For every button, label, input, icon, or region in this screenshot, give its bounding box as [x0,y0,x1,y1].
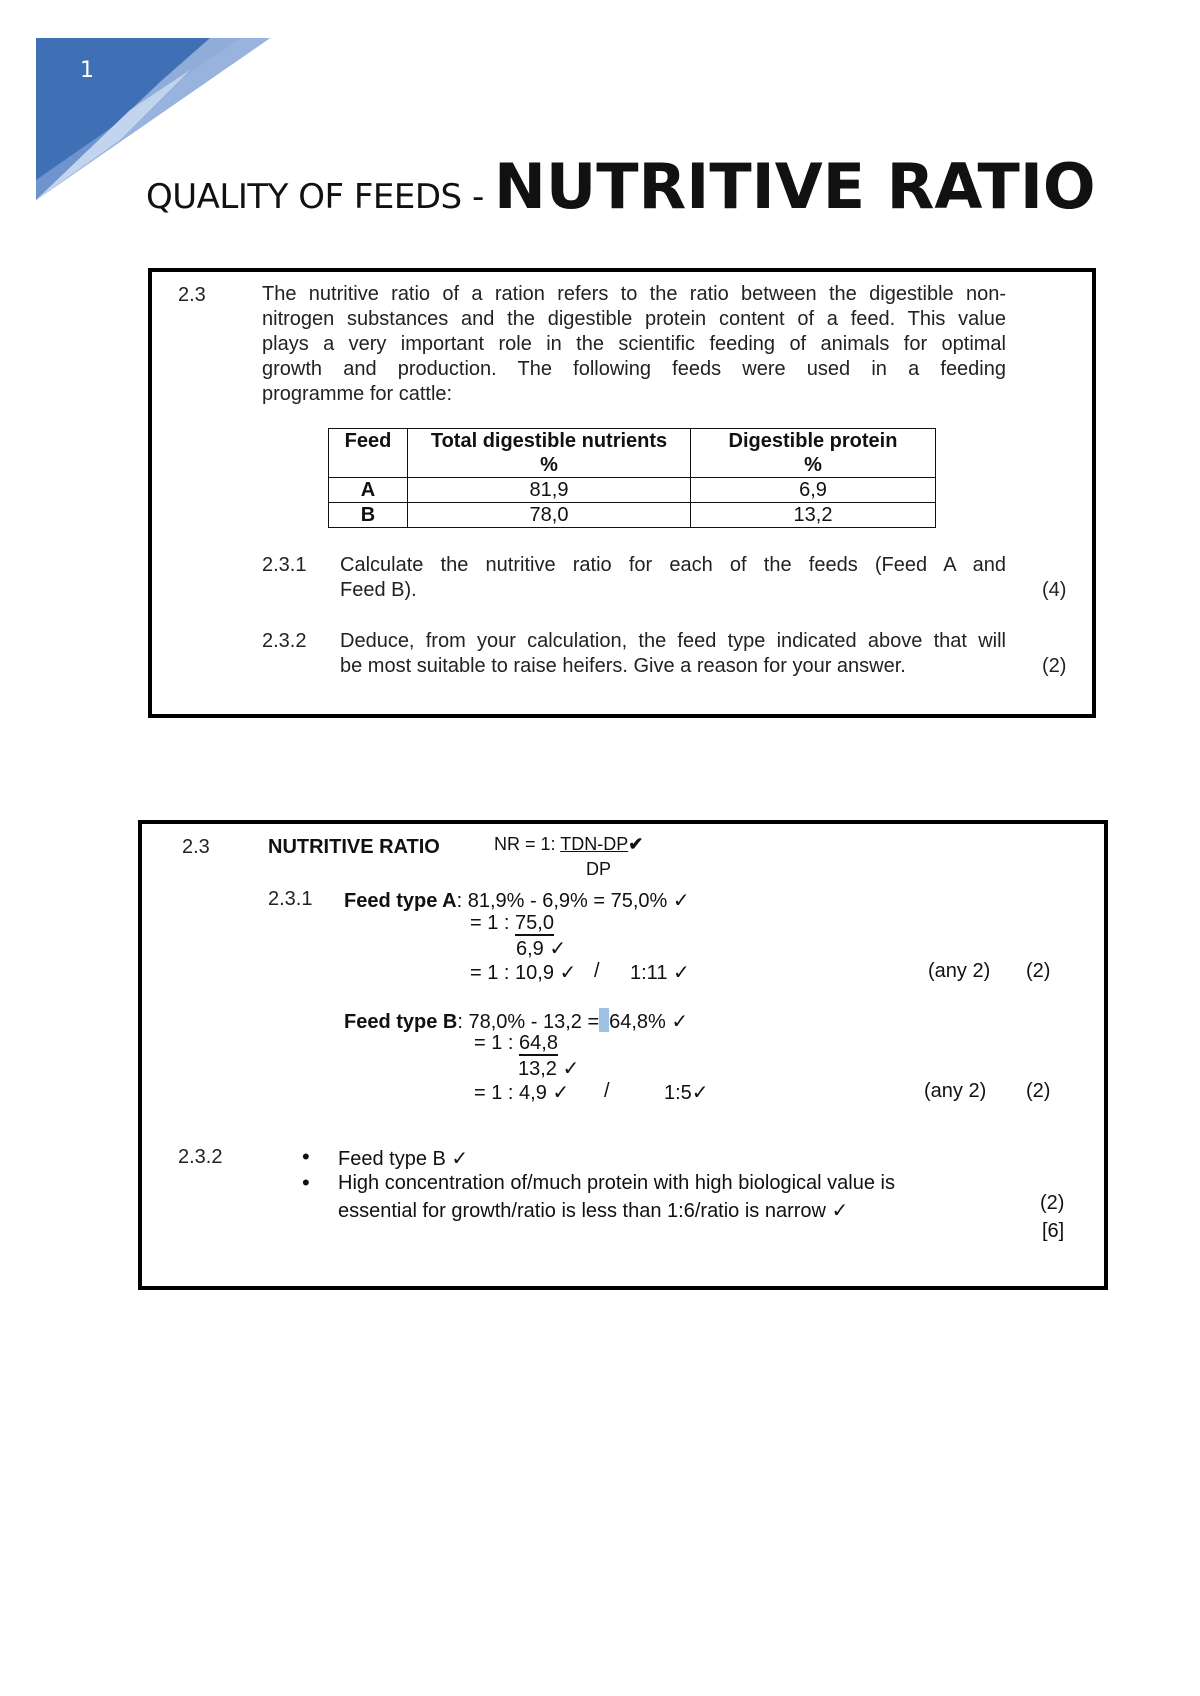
table-cell: 6,9 [691,478,936,503]
sub-question-text: Deduce, from your calculation, the feed type indicated above that will [340,630,1006,652]
table-row [329,478,936,503]
table-header: Digestible protein % [691,429,936,478]
paragraph-line: programme for cattle: [262,383,453,405]
table-cell: 13,2 [691,503,936,528]
bullet-icon: • [302,1170,310,1195]
feed-a-alt: 1:11 ✓ [630,962,690,984]
table-cell: 81,9 [408,478,691,503]
table-cell: B [329,503,408,528]
question-paragraph [262,282,1006,407]
answer-box [138,820,1108,1290]
paragraph-line: nitrogen substances and the digestible protein content of a feed. This value [262,308,1006,330]
table-header-row [329,429,936,478]
marks: (2) [1026,1080,1051,1102]
check-icon: ✔ [628,834,644,854]
paragraph-line: The nutritive ratio of a ration refers to the ratio between the digestible non- [262,283,1006,305]
feeds-table [328,428,936,528]
question-number: 2.3 [178,284,206,306]
marks: (4) [1042,579,1067,601]
separator: / [594,960,600,982]
formula-denominator: DP [586,859,612,879]
bullet-text: essential for growth/ratio is less than 1:6/ratio is narrow ✓ [338,1200,849,1222]
page-title [146,150,1096,223]
nr-formula: NR = 1: TDN-DP✔ [494,834,644,854]
marks: (2) [1040,1192,1065,1214]
formula-numerator: TDN-DP [560,834,629,854]
paragraph-line: growth and production. The following feeds were used in a feeding [262,358,1006,380]
table-header: Feed [329,429,408,478]
sub-question-text: Feed B). [340,579,417,601]
marks: (2) [1026,960,1051,982]
separator: / [604,1080,610,1102]
total-marks: [6] [1042,1220,1065,1242]
table-header: Total digestible nutrients % [408,429,691,478]
title-prefix: QUALITY OF FEEDS - [146,177,495,217]
answer-number: 2.3 [182,836,210,858]
sub-question-number: 2.3.1 [262,554,307,576]
question-box [148,268,1096,718]
table-cell: A [329,478,408,503]
table-cell: 78,0 [408,503,691,528]
bullet-text: High concentration of/much protein with high biological value is [338,1172,895,1194]
sub-answer-number: 2.3.2 [178,1146,223,1168]
table-row [329,503,936,528]
sub-question-number: 2.3.2 [262,630,307,652]
feed-b-alt: 1:5✓ [664,1082,709,1104]
page-number: 1 [80,58,94,83]
any-2: (any 2) [924,1080,987,1102]
answer-heading: NUTRITIVE RATIO [268,836,440,858]
sub-answer-number: 2.3.1 [268,888,313,910]
bullet-icon: • [302,1144,310,1169]
feed-b-ratio: = 1 : 64,8 [474,1032,558,1054]
marks: (2) [1042,655,1067,677]
feed-a-result: = 1 : 10,9 ✓ [470,962,577,984]
feed-b-calc: Feed type B: 78,0% - 13,2 = 64,8% ✓ [344,1008,688,1034]
feed-b-result: = 1 : 4,9 ✓ [474,1082,570,1104]
sub-question-text: Calculate the nutritive ratio for each of the feeds (Feed A and [340,554,1006,576]
feed-a-calc: Feed type A: 81,9% - 6,9% = 75,0% ✓ [344,890,690,912]
feed-b-denominator: 13,2 ✓ [518,1058,580,1080]
sub-question-text: be most suitable to raise heifers. Give a reason for your answer. [340,655,906,677]
title-main: NUTRITIVE RATIO [494,150,1096,223]
paragraph-line: plays a very important role in the scientific feeding of animals for optimal [262,333,1006,355]
any-2: (any 2) [928,960,991,982]
feed-a-denominator: 6,9 ✓ [516,938,567,960]
feed-a-ratio: = 1 : 75,0 [470,912,554,934]
bullet-text: Feed type B ✓ [338,1148,469,1170]
highlight-mark [599,1008,609,1032]
